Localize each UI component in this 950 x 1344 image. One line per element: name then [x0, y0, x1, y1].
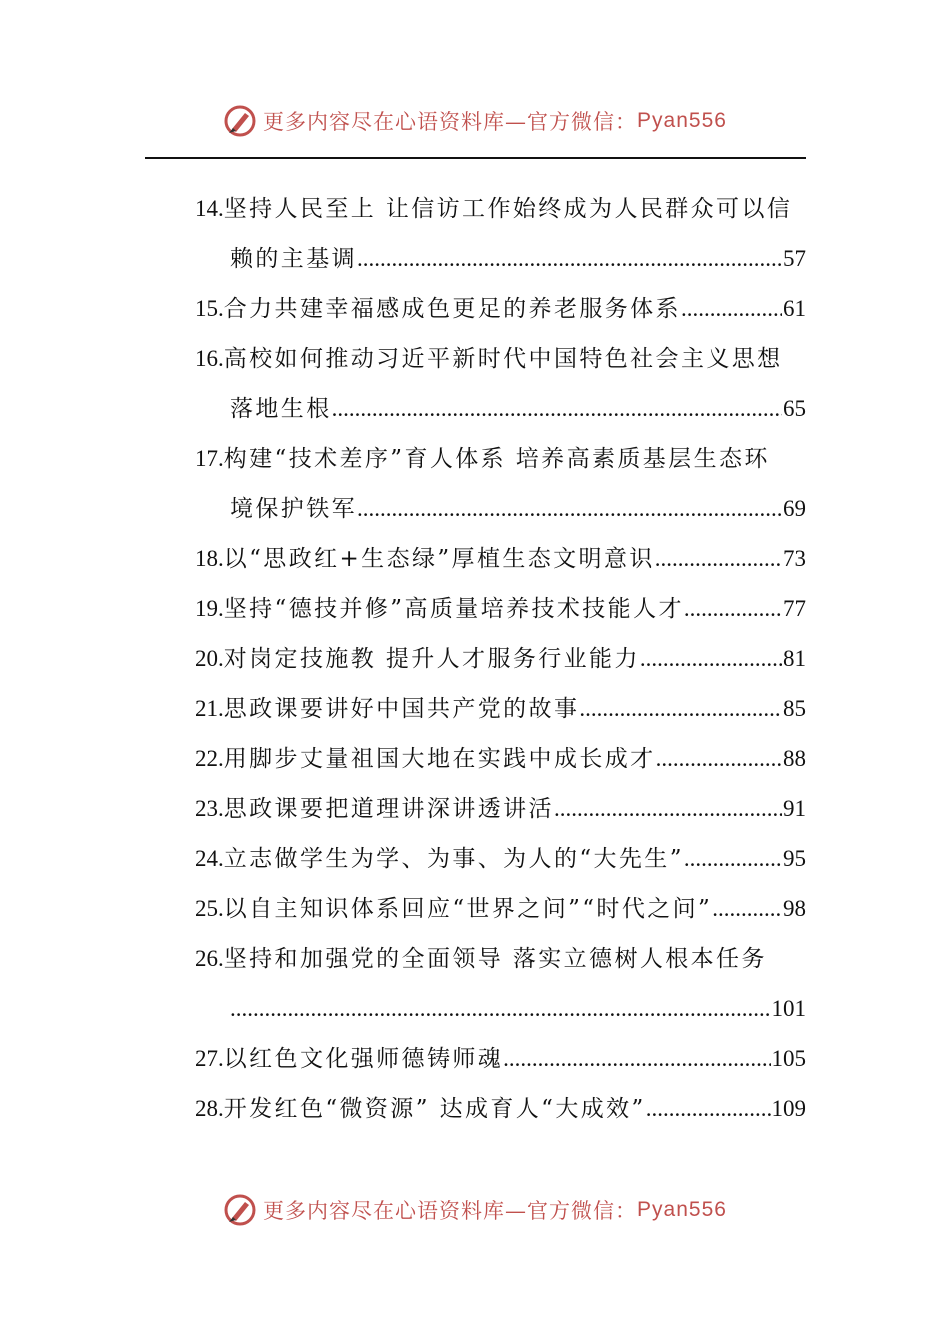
toc-page-number: 98: [783, 896, 806, 921]
toc-entry-title: 以自主知识体系回应“世界之问”“时代之问”: [223, 896, 713, 922]
toc-page-number: 109: [771, 1096, 806, 1121]
toc-dot-leader: [554, 784, 782, 834]
toc-entry-number: 15.: [195, 296, 224, 321]
banner-wechat-id: Pyan556: [637, 109, 727, 132]
toc-entry-line: [195, 934, 806, 984]
toc-entry-number: 19.: [195, 596, 224, 621]
toc-page-number: 61: [783, 296, 806, 321]
toc-page-number: 81: [783, 646, 806, 671]
toc-entry-title: 思政课要把道理讲深讲透讲活: [223, 796, 554, 822]
toc-entry-line: [195, 284, 806, 334]
toc-entry-line: [195, 834, 806, 884]
toc-entry-line: [195, 334, 806, 384]
toc-dot-leader: [579, 684, 782, 734]
table-of-contents: [195, 184, 806, 1134]
pen-nib-logo-icon: [223, 104, 257, 138]
toc-entry-line: [195, 784, 806, 834]
toc-entry-line: [195, 884, 806, 934]
toc-page-number: 69: [783, 496, 806, 521]
toc-dot-leader: [332, 384, 782, 434]
toc-entry-number: 20.: [195, 646, 224, 671]
toc-entry[interactable]: [195, 734, 806, 784]
toc-entry[interactable]: [195, 334, 806, 434]
toc-entry-line: [195, 234, 806, 284]
toc-entry[interactable]: [195, 584, 806, 634]
toc-page-number: 65: [783, 396, 806, 421]
toc-page-number: 101: [771, 996, 806, 1021]
header-rule: [145, 157, 806, 159]
toc-entry-title-continued: 境保护铁军: [230, 496, 357, 522]
toc-page-number: 85: [783, 696, 806, 721]
toc-entry-line: [195, 1084, 806, 1134]
toc-dot-leader: [681, 284, 782, 334]
toc-page-number: 73: [783, 546, 806, 571]
toc-dot-leader: [656, 734, 782, 784]
banner-text: 更多内容尽在心语资料库—官方微信：: [263, 1199, 638, 1223]
toc-entry-line: [195, 184, 806, 234]
toc-entry-number: 25.: [195, 896, 224, 921]
toc-entry-line: [195, 434, 806, 484]
toc-entry-title: 以“思政红+生态绿”厚植生态文明意识: [223, 546, 655, 572]
header-banner: [0, 104, 950, 138]
toc-entry-title: 用脚步丈量祖国大地在实践中成长成才: [223, 746, 656, 772]
toc-entry[interactable]: [195, 1084, 806, 1134]
toc-entry-number: 17.: [195, 446, 224, 471]
toc-dot-leader: [712, 884, 782, 934]
toc-page-number: 91: [783, 796, 806, 821]
toc-entry-line: [195, 734, 806, 784]
toc-page-number: 57: [783, 246, 806, 271]
footer-banner: [0, 1193, 950, 1227]
toc-entry-number: 22.: [195, 746, 224, 771]
toc-dot-leader: [640, 634, 782, 684]
toc-entry-title: 高校如何推动习近平新时代中国特色社会主义思想: [223, 346, 783, 372]
banner-wechat-id: Pyan556: [637, 1198, 727, 1221]
toc-entry-number: 27.: [195, 1046, 224, 1071]
toc-entry-title: 坚持人民至上 让信访工作始终成为人民群众可以信: [223, 196, 793, 222]
toc-entry-title: 合力共建幸福感成色更足的养老服务体系: [223, 296, 681, 322]
toc-entry-title: 以红色文化强师德铸师魂: [223, 1046, 504, 1072]
toc-dot-leader: [684, 584, 782, 634]
toc-entry-title: 开发红色“微资源” 达成育人“大成效”: [223, 1096, 646, 1122]
toc-entry-line: [195, 484, 806, 534]
pen-nib-logo-icon: [223, 1193, 257, 1227]
toc-entry[interactable]: [195, 184, 806, 284]
toc-entry-number: 28.: [195, 1096, 224, 1121]
toc-entry-number: 26.: [195, 946, 224, 971]
toc-entry-line: [195, 584, 806, 634]
banner-text: 更多内容尽在心语资料库—官方微信：: [263, 110, 638, 134]
toc-entry-number: 14.: [195, 196, 224, 221]
toc-entry[interactable]: [195, 684, 806, 734]
toc-page-number: 88: [783, 746, 806, 771]
toc-entry-number: 21.: [195, 696, 224, 721]
toc-entry[interactable]: [195, 434, 806, 534]
toc-entry[interactable]: [195, 284, 806, 334]
toc-entry[interactable]: [195, 884, 806, 934]
toc-entry[interactable]: [195, 634, 806, 684]
toc-entry-title-continued: 赖的主基调: [230, 246, 357, 272]
toc-dot-leader: [684, 834, 782, 884]
toc-entry[interactable]: [195, 784, 806, 834]
toc-dot-leader: [357, 484, 782, 534]
toc-entry-number: 23.: [195, 796, 224, 821]
toc-dot-leader: [230, 984, 771, 1034]
toc-entry-title: 坚持和加强党的全面领导 落实立德树人根本任务: [223, 946, 767, 972]
toc-entry-line: [195, 984, 806, 1034]
toc-dot-leader: [503, 1034, 770, 1084]
toc-dot-leader: [655, 534, 782, 584]
toc-entry-number: 24.: [195, 846, 224, 871]
toc-entry-line: [195, 684, 806, 734]
toc-entry-title: 对岗定技施教 提升人才服务行业能力: [223, 646, 640, 672]
toc-entry[interactable]: [195, 834, 806, 884]
toc-dot-leader: [646, 1084, 771, 1134]
toc-entry-line: [195, 384, 806, 434]
toc-entry[interactable]: [195, 934, 806, 1034]
toc-page-number: 95: [783, 846, 806, 871]
toc-entry-line: [195, 634, 806, 684]
toc-dot-leader: [357, 234, 782, 284]
toc-entry-line: [195, 534, 806, 584]
toc-entry-line: [195, 1034, 806, 1084]
toc-entry-title: 立志做学生为学、为事、为人的“大先生”: [223, 846, 684, 872]
toc-page-number: 105: [771, 1046, 806, 1071]
toc-entry-number: 18.: [195, 546, 224, 571]
toc-entry-title: 构建“技术差序”育人体系 培养高素质基层生态环: [223, 446, 770, 472]
toc-page-number: 77: [783, 596, 806, 621]
toc-entry-title: 思政课要讲好中国共产党的故事: [223, 696, 580, 722]
toc-entry-title-continued: 落地生根: [230, 396, 332, 422]
toc-entry-title: 坚持“德技并修”高质量培养技术技能人才: [223, 596, 684, 622]
toc-entry[interactable]: [195, 534, 806, 584]
toc-entry[interactable]: [195, 1034, 806, 1084]
toc-entry-number: 16.: [195, 346, 224, 371]
